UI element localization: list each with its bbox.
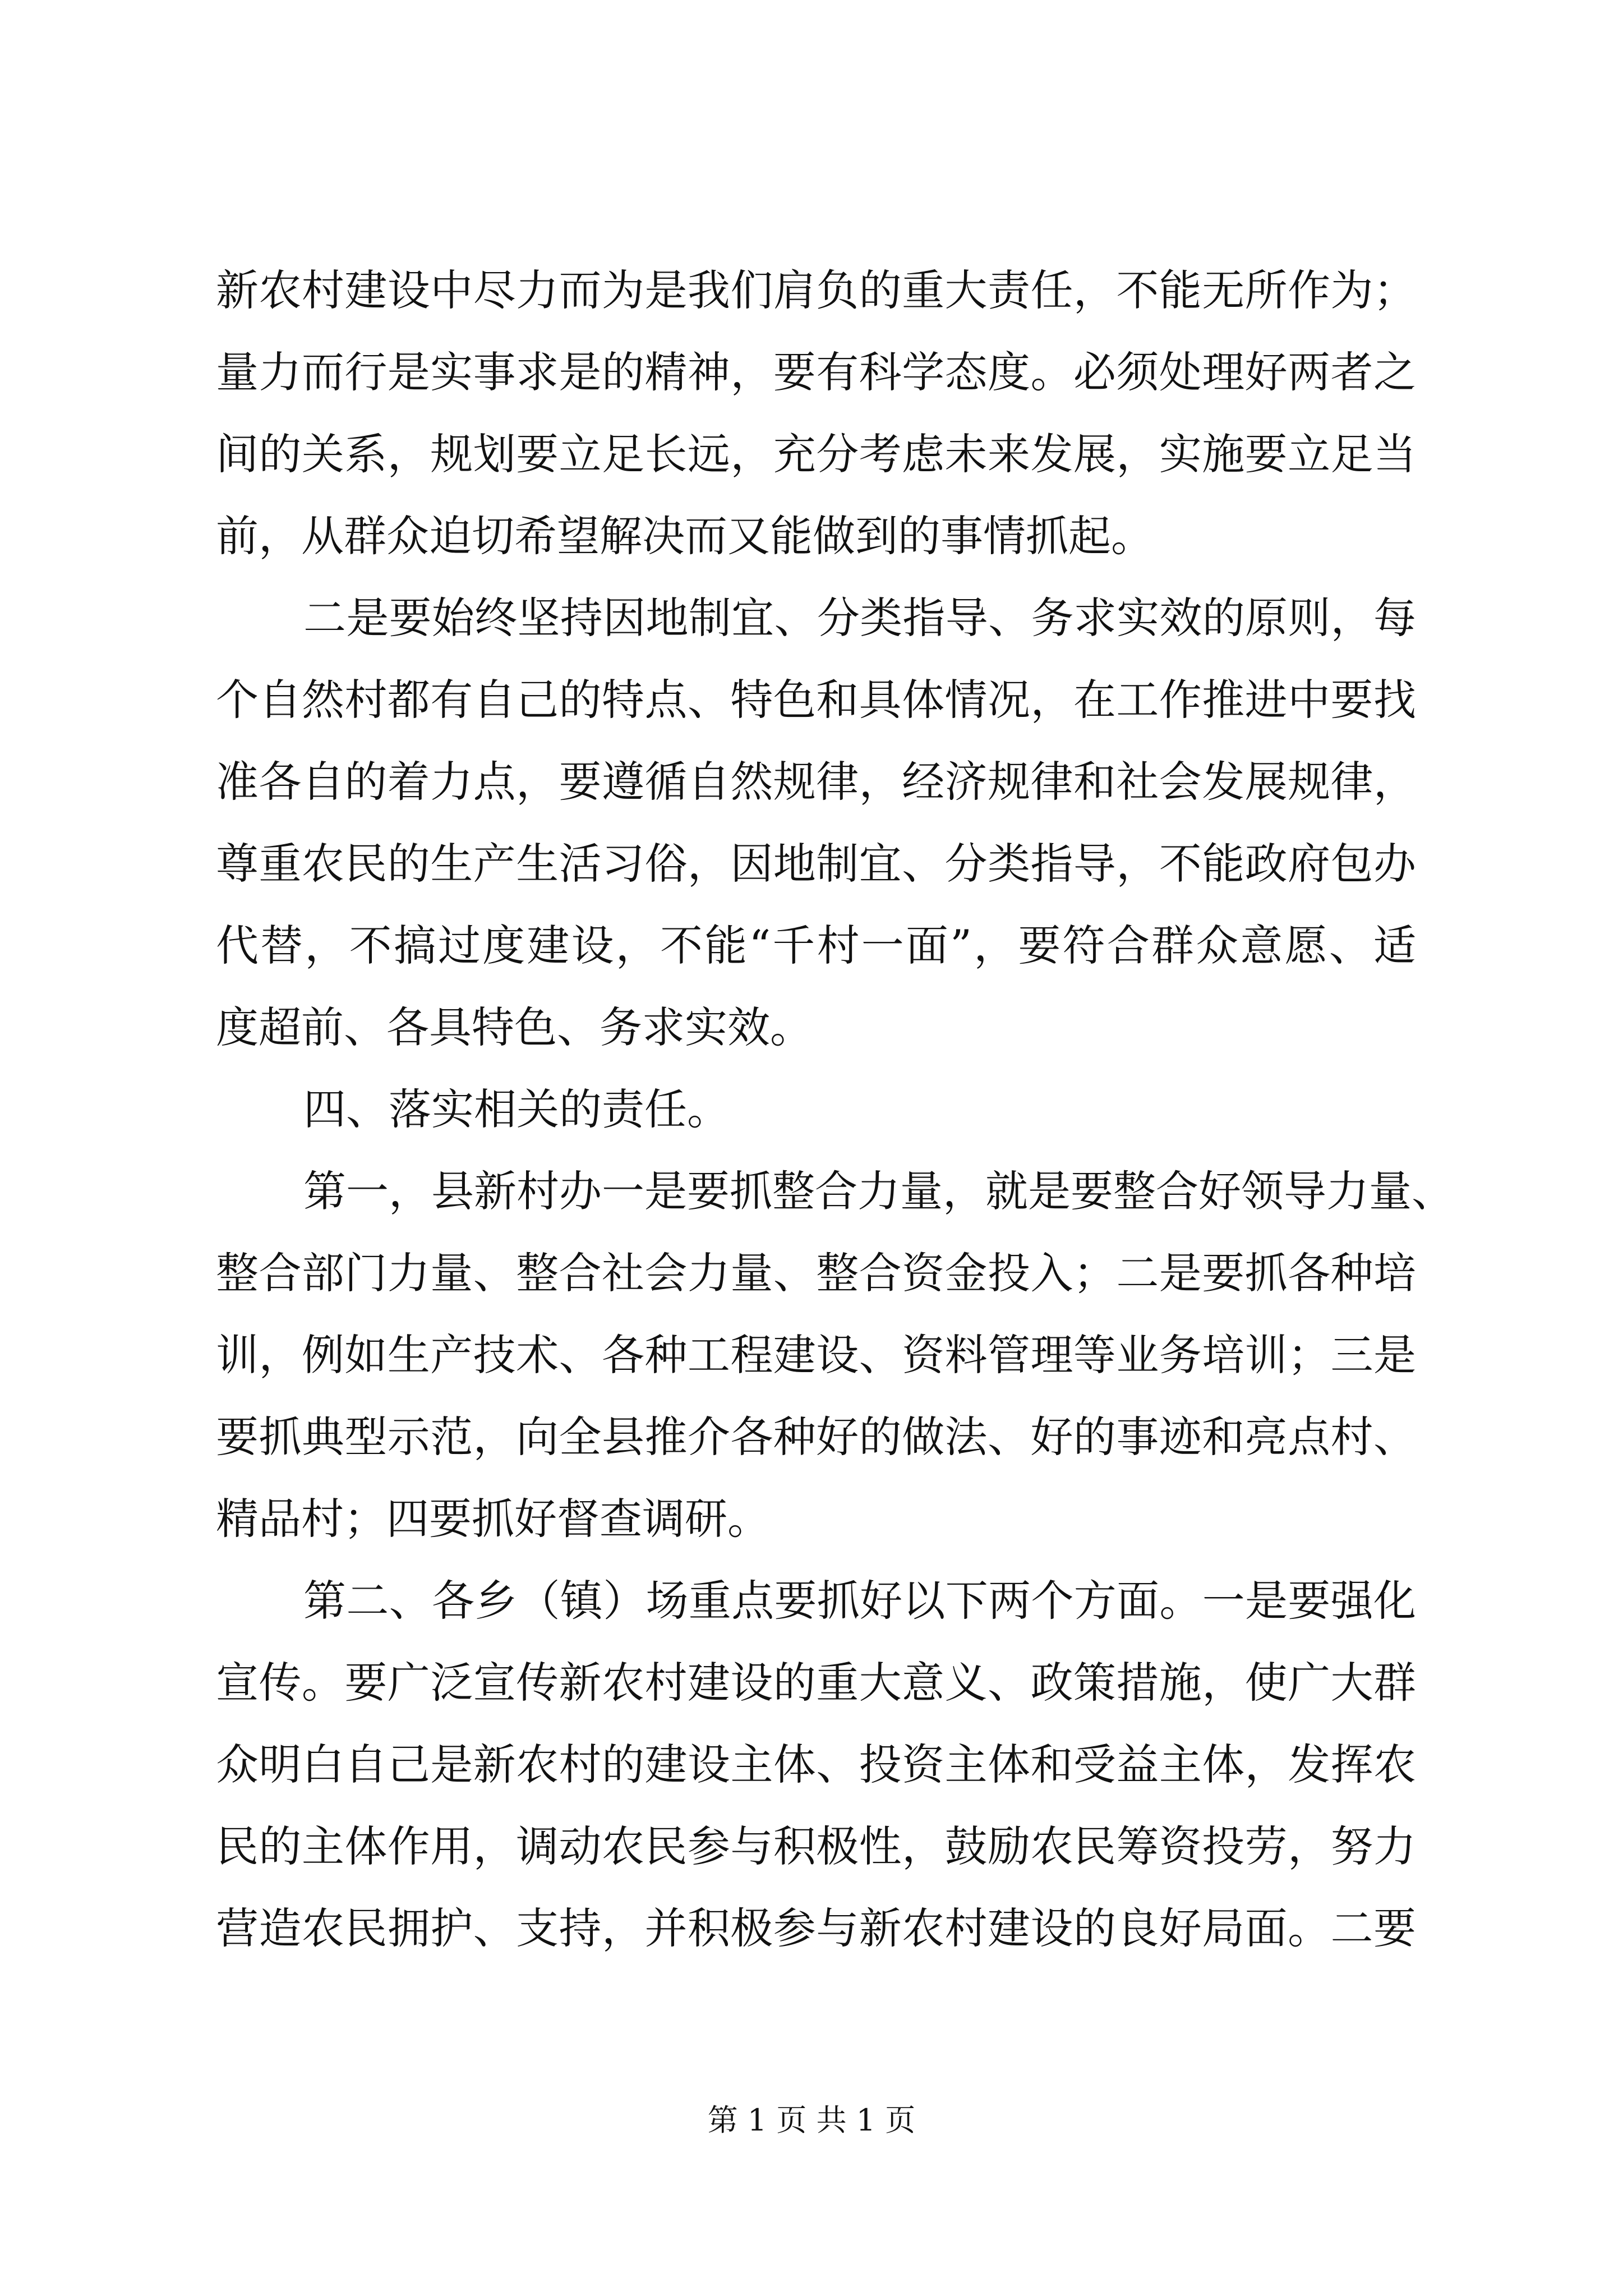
text-line: 度超前、各具特色、务求实效。 <box>216 1002 813 1052</box>
text-line: 尊重农民的生产生活习俗，因地制宜、分类指导，不能政府包办 <box>216 839 1416 889</box>
text-line: 精品村；四要抓好督查调研。 <box>216 1494 770 1544</box>
text-line: 代替，不搞过度建设，不能“千村一面”，要符合群众意愿、适 <box>216 921 1416 970</box>
text-line: 二是要始终坚持因地制宜、分类指导、务求实效的原则，每 <box>303 593 1416 643</box>
text-line: 训，例如生产技术、各种工程建设、资料管理等业务培训；三是 <box>216 1330 1416 1380</box>
text-line: 众明白自己是新农村的建设主体、投资主体和受益主体，发挥农 <box>216 1740 1416 1789</box>
text-line: 个自然村都有自己的特点、特色和具体情况，在工作推进中要找 <box>216 675 1416 725</box>
document-body <box>216 250 1454 1970</box>
text-line: 间的关系，规划要立足长远，充分考虑未来发展，实施要立足当 <box>216 429 1416 479</box>
section-heading: 四、落实相关的责任。 <box>303 1084 730 1134</box>
text-line: 第一，县新村办一是要抓整合力量，就是要整合好领导力量、 <box>303 1166 1454 1216</box>
text-line: 宣传。要广泛宣传新农村建设的重大意义、政策措施，使广大群 <box>216 1658 1416 1708</box>
text-line: 前，从群众迫切希望解决而又能做到的事情抓起。 <box>216 511 1154 561</box>
text-line: 整合部门力量、整合社会力量、整合资金投入；二是要抓各种培 <box>216 1248 1416 1298</box>
text-line: 新农村建设中尽力而为是我们肩负的重大责任，不能无所作为； <box>216 265 1416 315</box>
page-number-footer: 第 1 页 共 1 页 <box>707 2102 916 2138</box>
text-line: 要抓典型示范，向全县推介各种好的做法、好的事迹和亮点村、 <box>216 1412 1416 1462</box>
text-line: 量力而行是实事求是的精神，要有科学态度。必须处理好两者之 <box>216 347 1416 397</box>
text-line: 第二、各乡（镇）场重点要抓好以下两个方面。一是要强化 <box>303 1576 1416 1626</box>
text-line: 民的主体作用，调动农民参与积极性，鼓励农民筹资投劳，努力 <box>216 1821 1416 1871</box>
text-line: 准各自的着力点，要遵循自然规律，经济规律和社会发展规律， <box>216 757 1416 807</box>
text-line: 营造农民拥护、支持，并积极参与新农村建设的良好局面。二要 <box>216 1903 1416 1953</box>
